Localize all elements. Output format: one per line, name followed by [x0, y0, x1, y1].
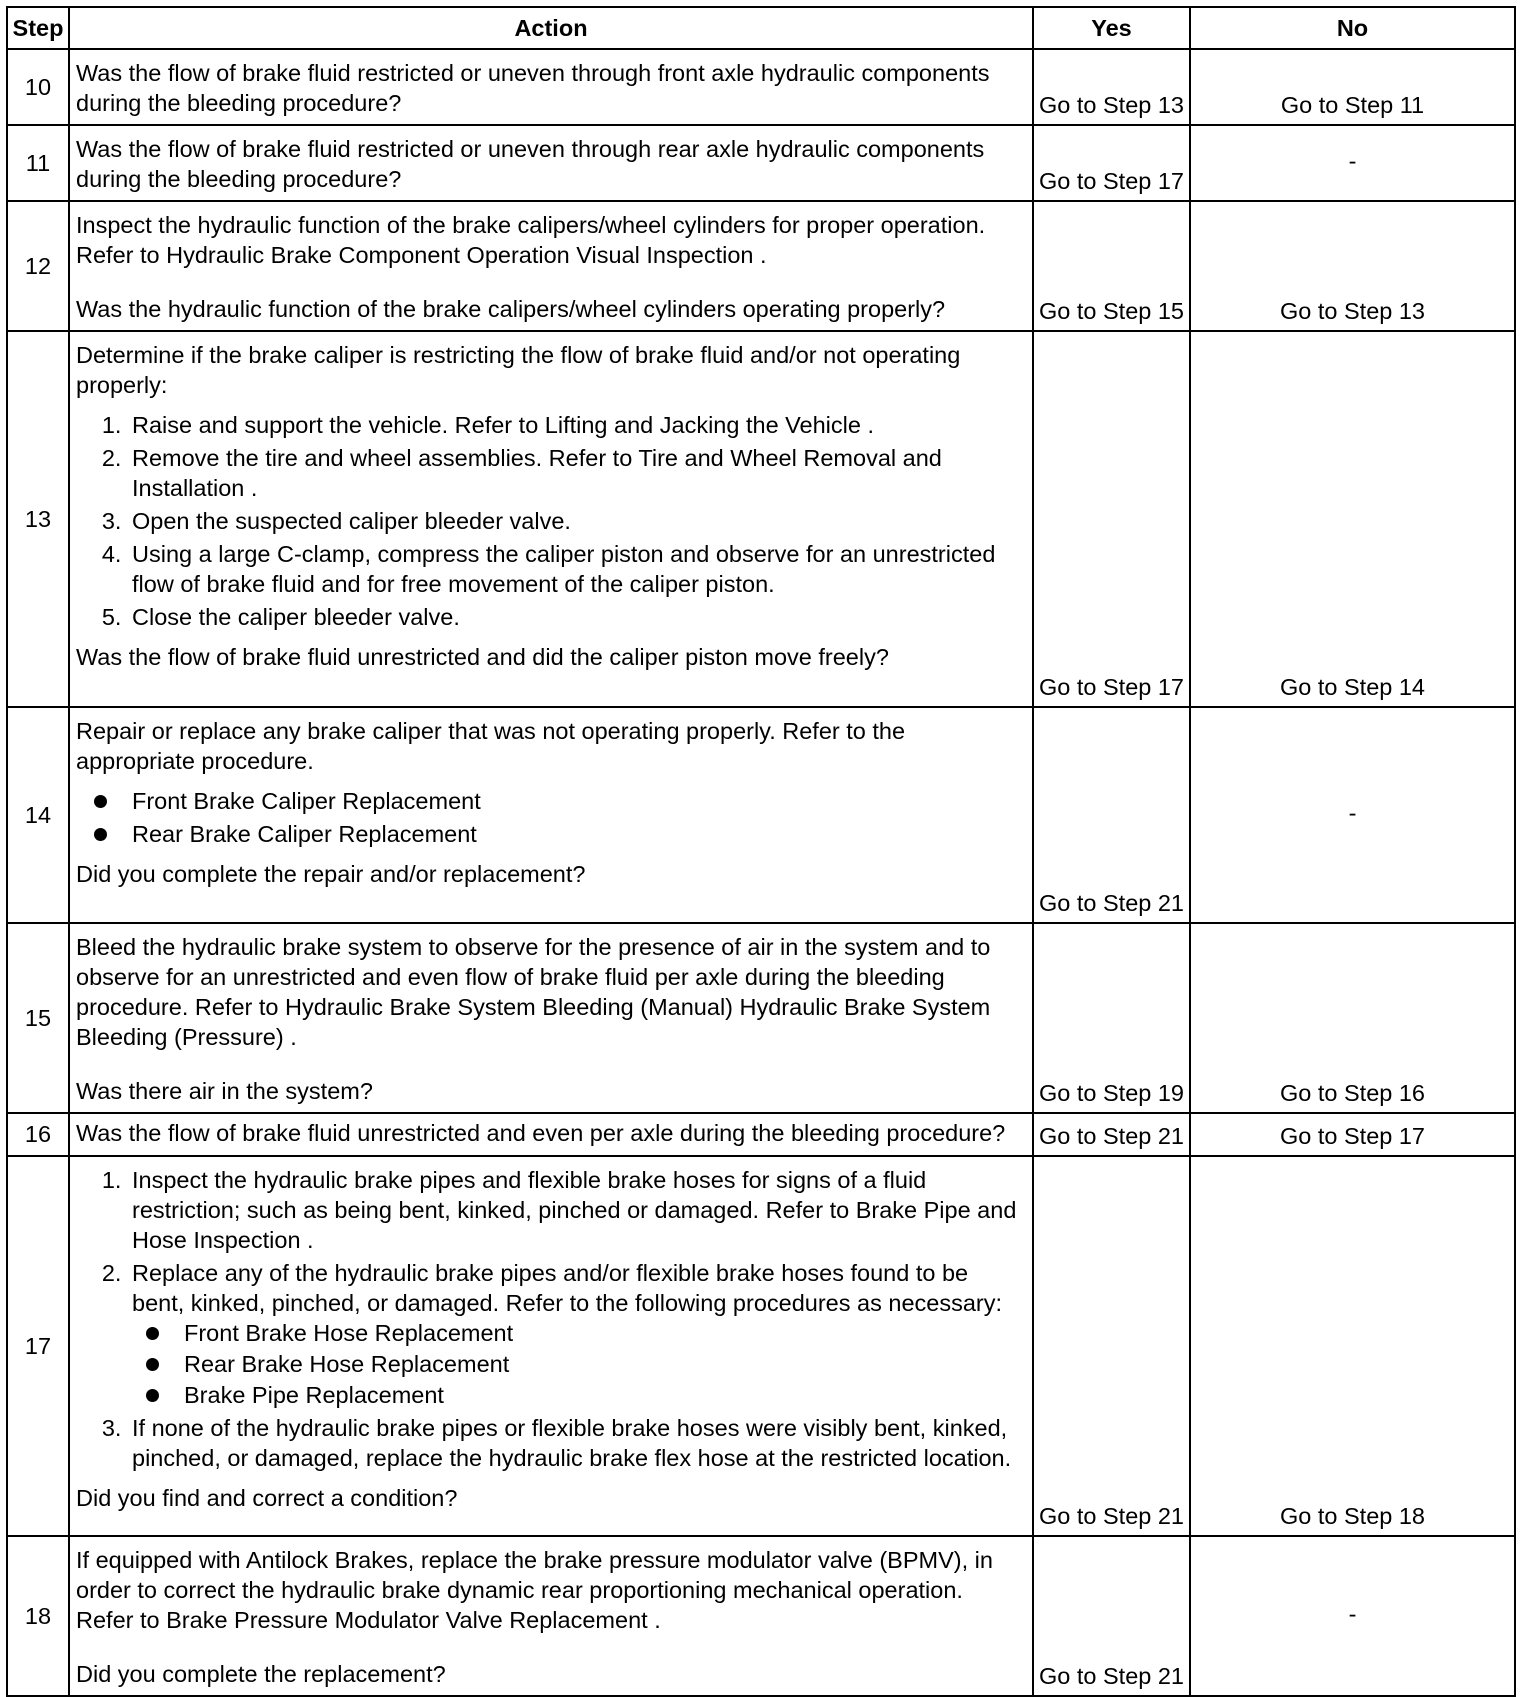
list-item — [128, 819, 1026, 849]
sub-list-item — [180, 1318, 1026, 1348]
list-item-text: Replace any of the hydraulic brake pipes and/or flexible brake hoses found to be bent, kinked, pinched, or damaged. Refer to the following procedures as necessary: — [132, 1260, 1003, 1316]
yes-cell: Go to Step 17 — [1033, 331, 1190, 707]
procedure-list — [76, 410, 1026, 632]
step-number: 10 — [7, 49, 69, 125]
bullet-text: Front Brake Caliper Replacement — [132, 788, 481, 814]
bullet-icon — [94, 795, 107, 808]
bullet-text: Brake Pipe Replacement — [184, 1382, 444, 1408]
yes-cell: Go to Step 13 — [1033, 49, 1190, 125]
step-number: 14 — [7, 707, 69, 923]
action-cell — [69, 1156, 1033, 1536]
action-cell — [69, 1113, 1033, 1156]
yes-cell: Go to Step 21 — [1033, 1156, 1190, 1536]
list-item: 1. Inspect the hydraulic brake pipes and flexible brake hoses for signs of a fluid restriction; such as being bent, kinked, pinched or damaged. Refer to Brake Pipe and Hose Inspection . — [128, 1165, 1026, 1255]
header-no: No — [1190, 7, 1515, 49]
step-number: 18 — [7, 1536, 69, 1696]
header-step: Step — [7, 7, 69, 49]
sub-bullet-list — [132, 1318, 1026, 1410]
header-row — [7, 7, 1515, 49]
action-question: Did you complete the repair and/or replacement? — [76, 861, 586, 887]
diagnostic-table — [6, 6, 1516, 1697]
list-item — [128, 1258, 1026, 1410]
bullet-list — [76, 786, 1026, 849]
action-cell — [69, 923, 1033, 1113]
action-intro: Determine if the brake caliper is restricting the flow of brake fluid and/or not operating properly: — [76, 342, 961, 398]
step-number: 16 — [7, 1113, 69, 1156]
procedure-list — [76, 1165, 1026, 1473]
diagnostic-table-sheet — [6, 6, 1514, 1697]
action-intro: Inspect the hydraulic function of the brake calipers/wheel cylinders for proper operation. Refer to Hydraulic Brake Component Operation Visual Inspection . — [76, 212, 986, 268]
no-cell: Go to Step 18 — [1190, 1156, 1515, 1536]
step-number: 12 — [7, 201, 69, 331]
table-row — [7, 49, 1515, 125]
yes-cell: Go to Step 21 — [1033, 707, 1190, 923]
action-intro: Bleed the hydraulic brake system to observe for the presence of air in the system and to observe for an unrestricted and even flow of brake fluid per axle during the bleeding procedure. Refer to Hydraulic Brake System Bleeding (Manual) Hydraulic Brake System Bleeding (Pressure) . — [76, 934, 991, 1050]
step-number: 11 — [7, 125, 69, 201]
no-cell: Go to Step 11 — [1190, 49, 1515, 125]
action-cell — [69, 125, 1033, 201]
action-question: Was the flow of brake fluid unrestricted and did the caliper piston move freely? — [76, 644, 889, 670]
action-question: Did you find and correct a condition? — [76, 1485, 458, 1511]
header-yes: Yes — [1033, 7, 1190, 49]
step-number: 17 — [7, 1156, 69, 1536]
bullet-icon — [146, 1358, 159, 1371]
table-row — [7, 923, 1515, 1113]
no-cell: Go to Step 14 — [1190, 331, 1515, 707]
bullet-text: Front Brake Hose Replacement — [184, 1320, 514, 1346]
yes-cell: Go to Step 21 — [1033, 1536, 1190, 1696]
table-row — [7, 201, 1515, 331]
list-item: 4. Using a large C-clamp, compress the caliper piston and observe for an unrestricted flow of brake fluid and for free movement of the caliper piston. — [128, 539, 1026, 599]
action-cell — [69, 707, 1033, 923]
action-cell — [69, 1536, 1033, 1696]
list-item: 2. Remove the tire and wheel assemblies. Refer to Tire and Wheel Removal and Installation . — [128, 443, 1026, 503]
action-question: Was the hydraulic function of the brake calipers/wheel cylinders operating properly? — [76, 296, 946, 322]
bullet-icon — [94, 828, 107, 841]
step-number: 13 — [7, 331, 69, 707]
no-cell: Go to Step 13 — [1190, 201, 1515, 331]
action-text: Was the flow of brake fluid restricted or uneven through rear axle hydraulic components during the bleeding procedure? — [76, 136, 985, 192]
no-cell: Go to Step 16 — [1190, 923, 1515, 1113]
sub-list-item — [180, 1349, 1026, 1379]
list-item: 1. Raise and support the vehicle. Refer to Lifting and Jacking the Vehicle . — [128, 410, 1026, 440]
action-cell — [69, 331, 1033, 707]
sub-list-item — [180, 1380, 1026, 1410]
table-row — [7, 1536, 1515, 1696]
no-cell: - — [1190, 125, 1515, 201]
no-cell: - — [1190, 707, 1515, 923]
header-action: Action — [69, 7, 1033, 49]
no-cell: Go to Step 17 — [1190, 1113, 1515, 1156]
yes-cell: Go to Step 17 — [1033, 125, 1190, 201]
table-row — [7, 1113, 1515, 1156]
table-row — [7, 125, 1515, 201]
step-number: 15 — [7, 923, 69, 1113]
action-cell — [69, 201, 1033, 331]
bullet-icon — [146, 1389, 159, 1402]
action-cell — [69, 49, 1033, 125]
action-text: Was the flow of brake fluid restricted or uneven through front axle hydraulic components during the bleeding procedure? — [76, 60, 990, 116]
yes-cell: Go to Step 19 — [1033, 923, 1190, 1113]
list-item: 5. Close the caliper bleeder valve. — [128, 602, 1026, 632]
yes-cell: Go to Step 21 — [1033, 1113, 1190, 1156]
list-item — [128, 786, 1026, 816]
table-row — [7, 331, 1515, 707]
bullet-text: Rear Brake Hose Replacement — [184, 1351, 510, 1377]
action-question: Did you complete the replacement? — [76, 1661, 446, 1687]
table-row — [7, 707, 1515, 923]
yes-cell: Go to Step 15 — [1033, 201, 1190, 331]
table-row — [7, 1156, 1515, 1536]
action-text: Was the flow of brake fluid unrestricted and even per axle during the bleeding procedure? — [76, 1120, 1006, 1146]
action-intro: Repair or replace any brake caliper that was not operating properly. Refer to the appropriate procedure. — [76, 718, 906, 774]
action-question: Was there air in the system? — [76, 1078, 373, 1104]
bullet-text: Rear Brake Caliper Replacement — [132, 821, 477, 847]
list-item: 3. Open the suspected caliper bleeder valve. — [128, 506, 1026, 536]
action-intro: If equipped with Antilock Brakes, replace the brake pressure modulator valve (BPMV), in order to correct the hydraulic brake dynamic rear proportioning mechanical operation. Refer to Brake Pressure Modulator Valve Replacement . — [76, 1547, 993, 1633]
bullet-icon — [146, 1327, 159, 1340]
no-cell: - — [1190, 1536, 1515, 1696]
list-item: 3. If none of the hydraulic brake pipes or flexible brake hoses were visibly bent, kinked, pinched, or damaged, replace the hydraulic brake flex hose at the restricted location. — [128, 1413, 1026, 1473]
